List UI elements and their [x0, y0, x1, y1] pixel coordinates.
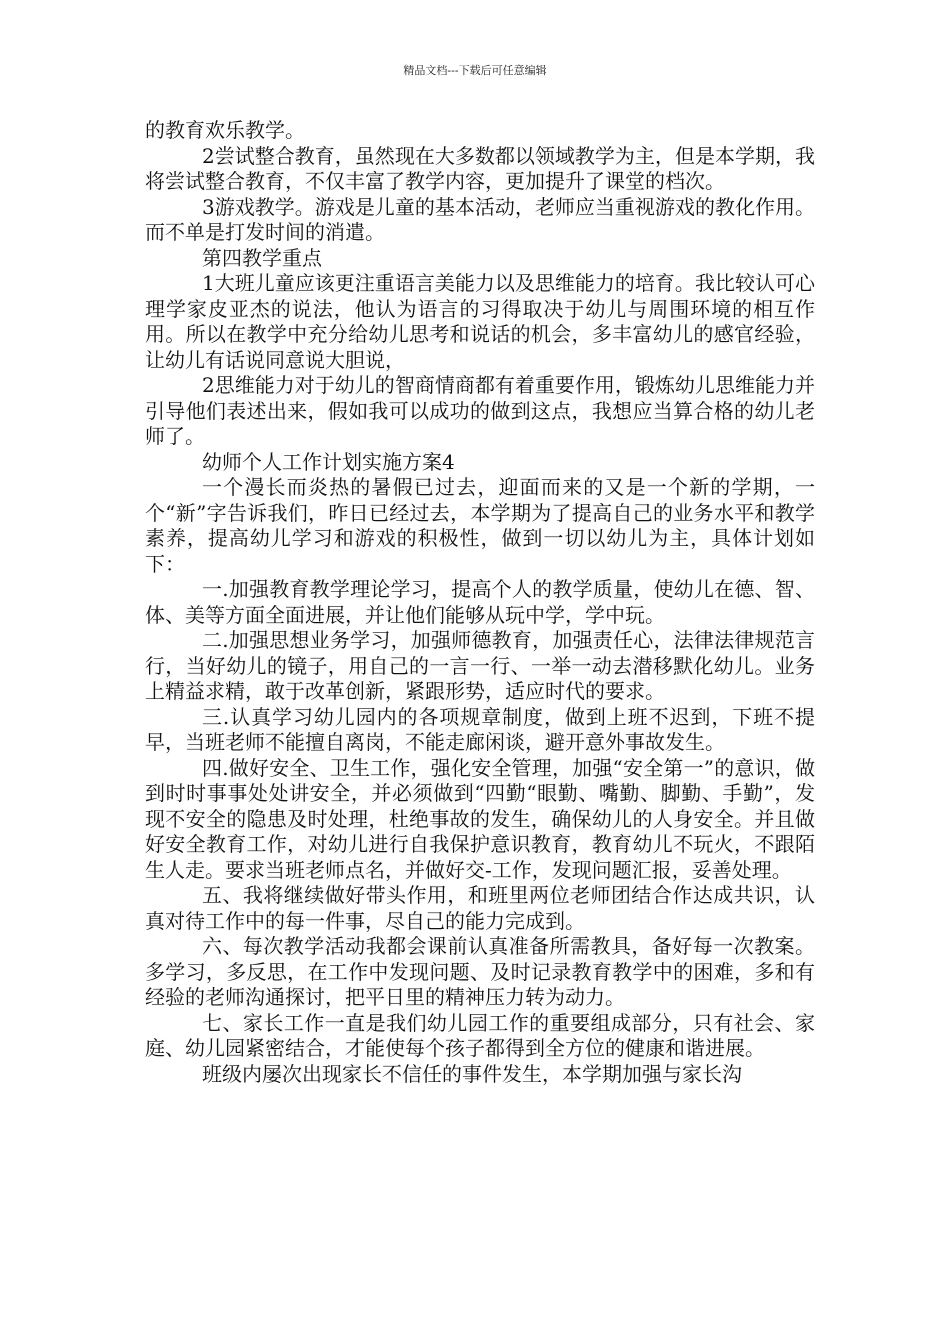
paragraph: 班级内屡次出现家长不信任的事件发生，本学期加强与家长沟	[202, 1061, 742, 1086]
page-header: 精品文档---下载后可任意编辑	[403, 64, 547, 77]
paragraph: 的教育欢乐教学。	[145, 118, 305, 142]
paragraph: 1大班儿童应该更注重语言美能力以及思维能力的培育。我比较认可心理学家皮亚杰的说法，他认为语言的习得取决于幼儿与周围环境的相互作用。所以在教学中充分给幼儿思考和说话的机会，多丰富幼儿的感官经验，让幼儿有话说同意说大胆说，	[145, 271, 815, 372]
paragraph: 2思维能力对于幼儿的智商情商都有着重要作用，锻炼幼儿思维能力并引导他们表述出来，假如我可以成功的做到这点，我想应当算合格的幼儿老师了。	[145, 373, 815, 448]
document-body	[145, 118, 815, 1087]
paragraph: 一.加强教育教学理论学习，提高个人的教学质量，使幼儿在德、智、体、美等方面全面进展，并让他们能够从玩中学，学中玩。	[145, 577, 815, 627]
paragraph: 幼师个人工作计划实施方案4	[202, 449, 455, 474]
paragraph: 第四教学重点	[202, 245, 322, 270]
paragraph: 三.认真学习幼儿园内的各项规章制度，做到上班不迟到，下班不提早，当班老师不能擅自离岗，不能走廊闲谈，避开意外事故发生。	[145, 704, 815, 754]
paragraph: 二.加强思想业务学习，加强师德教育，加强责任心，法律法律规范言行，当好幼儿的镜子，用自己的一言一行、一举一动去潜移默化幼儿。业务上精益求精，敢于改革创新，紧跟形势，适应时代的要求。	[145, 628, 815, 703]
paragraph: 3游戏教学。游戏是儿童的基本活动，老师应当重视游戏的教化作用。而不单是打发时间的消遣。	[145, 194, 815, 244]
paragraph: 2尝试整合教育，虽然现在大多数都以领域教学为主，但是本学期，我将尝试整合教育，不仅丰富了教学内容，更加提升了课堂的档次。	[145, 143, 815, 193]
paragraph: 五、我将继续做好带头作用，和班里两位老师团结合作达成共识，认真对待工作中的每一件事，尽自己的能力完成到。	[145, 883, 815, 933]
paragraph: 一个漫长而炎热的暑假已过去，迎面而来的又是一个新的学期，一个“新”字告诉我们，昨日已经过去，本学期为了提高自己的业务水平和教学素养，提高幼儿学习和游戏的积极性，做到一切以幼儿为主，具体计划如下：	[145, 475, 815, 576]
paragraph: 七、家长工作一直是我们幼儿园工作的重要组成部分，只有社会、家庭、幼儿园紧密结合，才能使每个孩子都得到全方位的健康和谐进展。	[145, 1010, 815, 1060]
paragraph: 四.做好安全、卫生工作，强化安全管理，加强“安全第一”的意识，做到时时事事处处讲安全，并必须做到“四勤“眼勤、嘴勤、脚勤、手勤”，发现不安全的隐患及时处理，杜绝事故的发生，确保幼儿的人身安全。并且做好安全教育工作，对幼儿进行自我保护意识教育，教育幼儿不玩火，不跟陌生人走。要求当班老师点名，并做好交-工作，发现问题汇报，妥善处理。	[145, 755, 815, 882]
paragraph: 六、每次教学活动我都会课前认真准备所需教具，备好每一次教案。多学习，多反思，在工作中发现问题、及时记录教育教学中的困难，多和有经验的老师沟通探讨，把平日里的精神压力转为动力。	[145, 934, 815, 1009]
